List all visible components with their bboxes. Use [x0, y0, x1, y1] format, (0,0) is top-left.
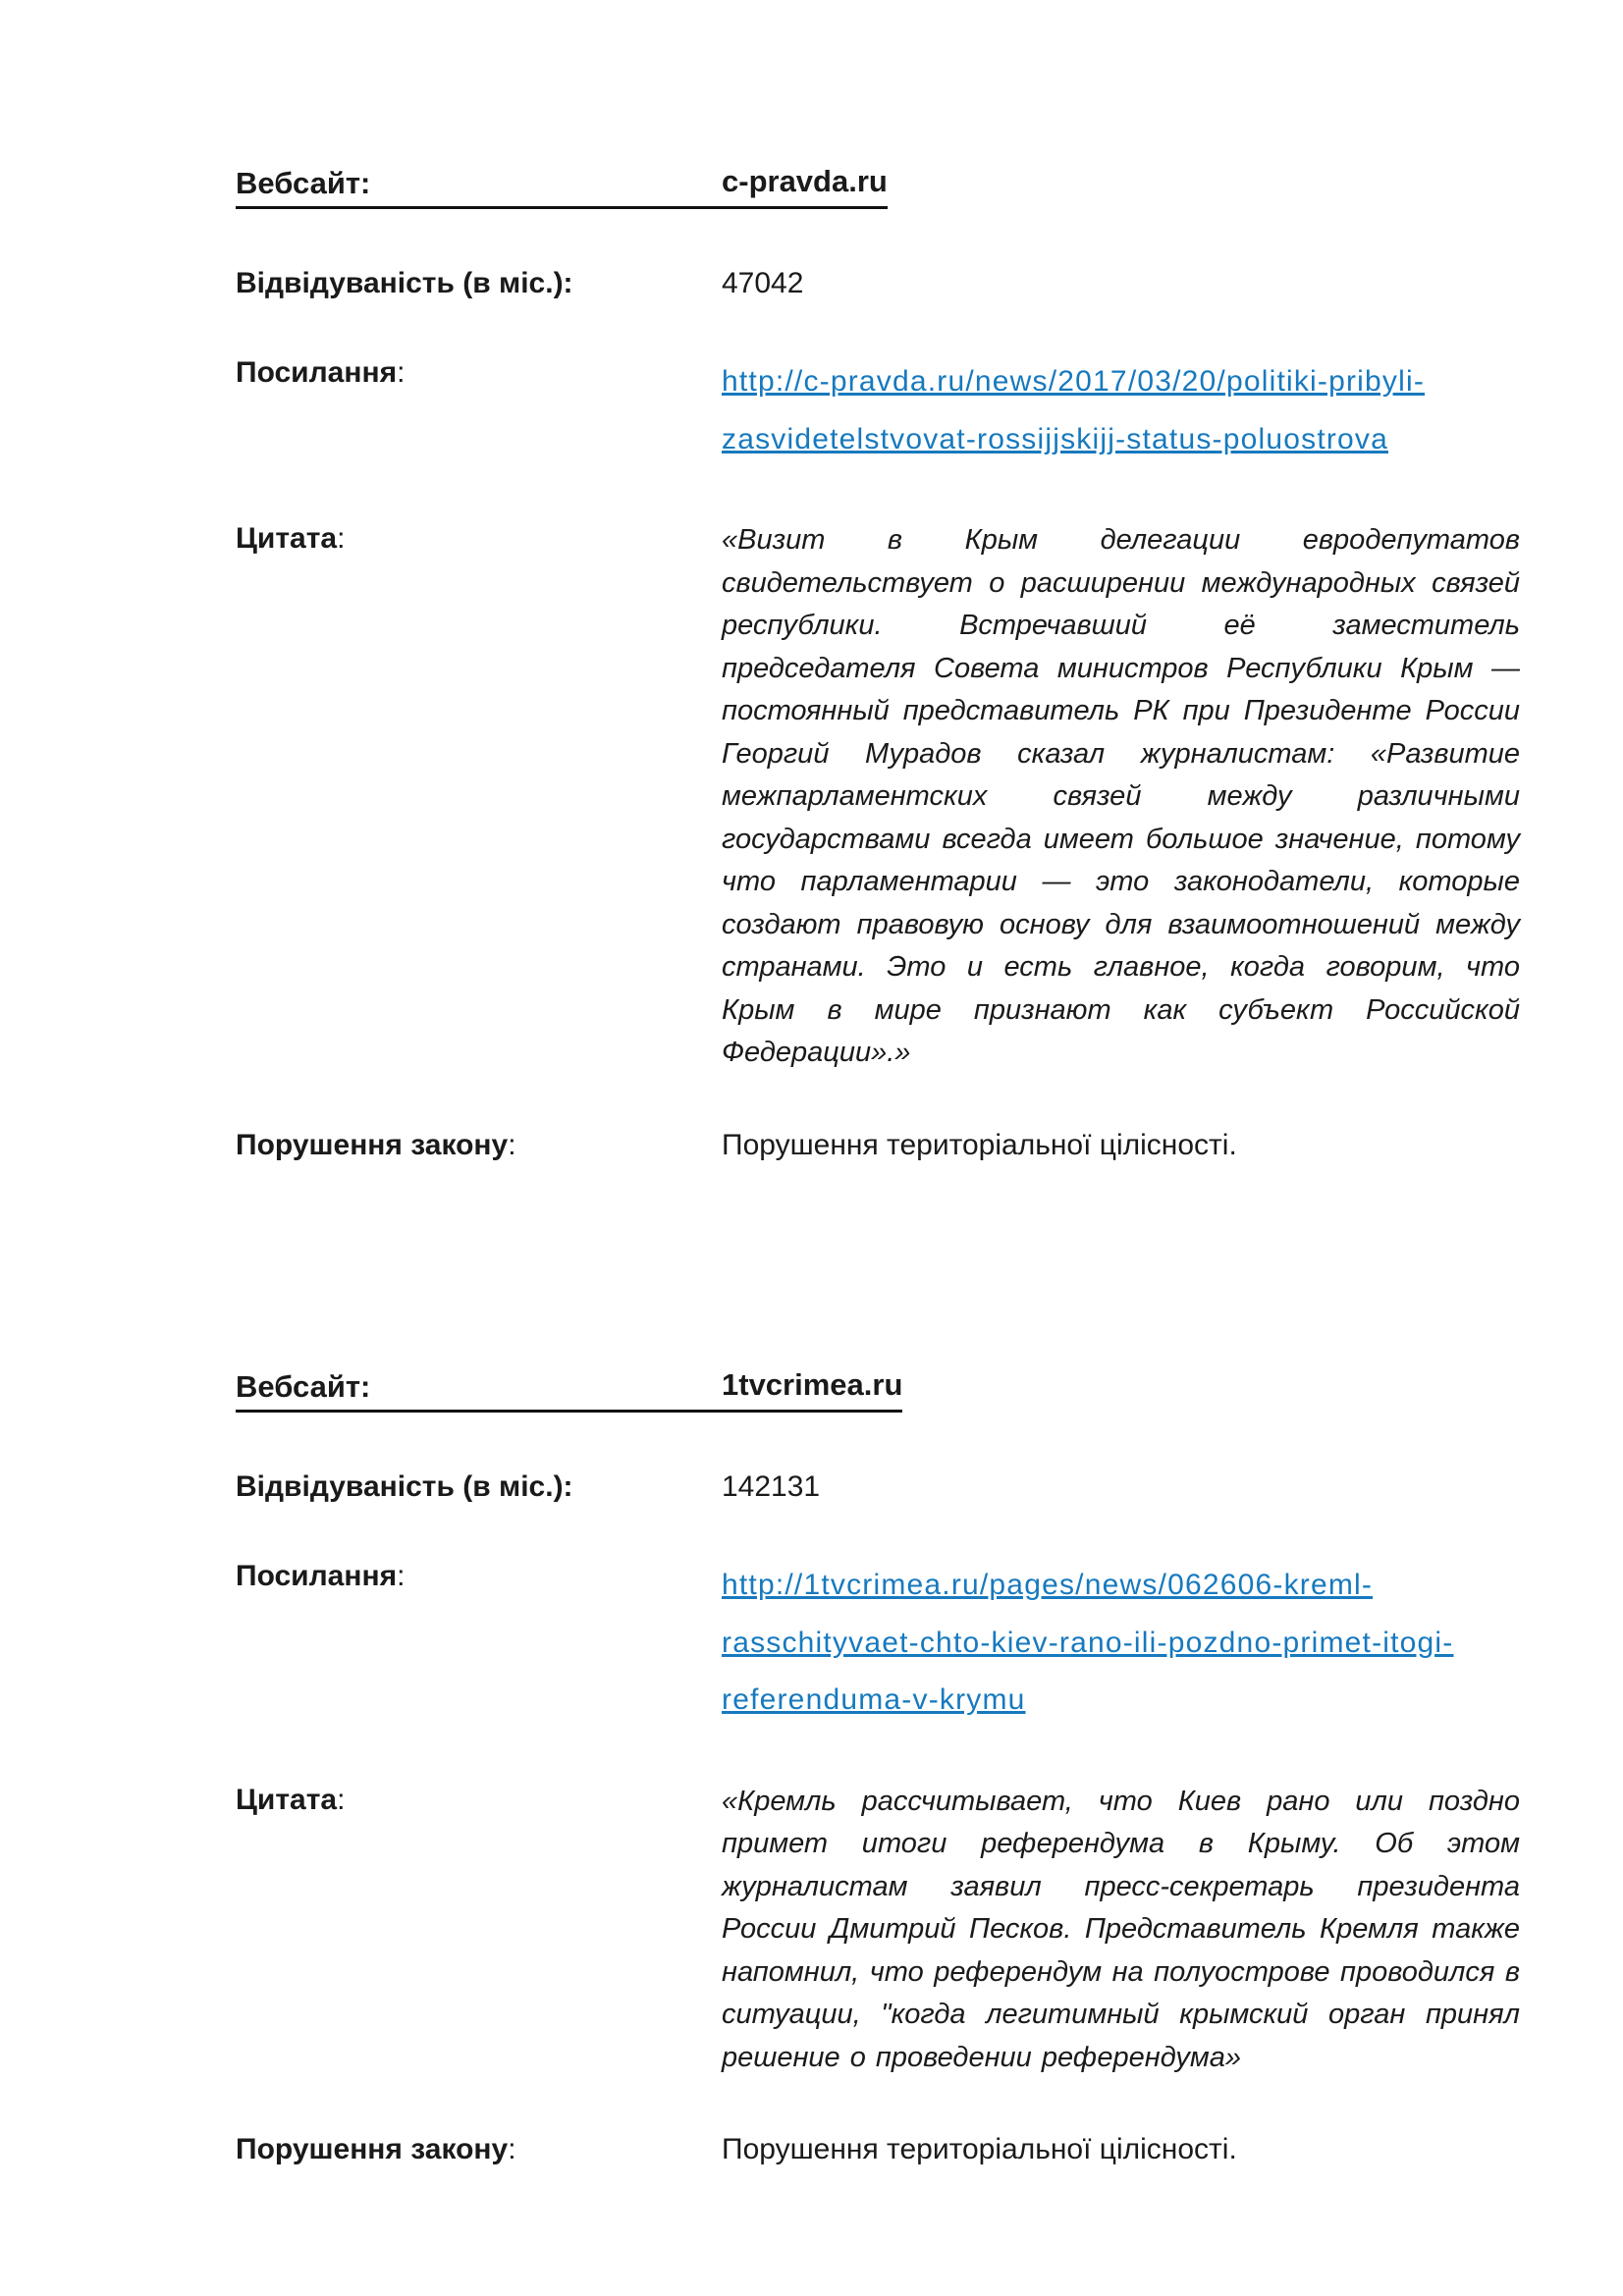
quote-label: Цитата [236, 522, 338, 556]
quote-label-colon: : [337, 522, 346, 556]
violation-label-colon: : [508, 1128, 516, 1161]
link-row [236, 353, 1520, 468]
visits-label: Відвідуваність (в міс.): [236, 1470, 573, 1504]
link-label: Посилання [236, 1560, 398, 1593]
quote-label-colon: : [337, 1783, 346, 1816]
website-name: 1tvcrimea.ru [722, 1365, 902, 1413]
visits-value: 47042 [722, 267, 804, 300]
website-row [236, 162, 1520, 209]
visits-value: 142131 [722, 1470, 821, 1504]
website-label: Вебсайт: [236, 166, 371, 201]
website-entry-1 [236, 162, 1520, 1164]
website-row [236, 1365, 1520, 1413]
link-row [236, 1557, 1520, 1730]
violation-value: Порушення територіальної цілісності. [722, 2133, 1237, 2166]
visits-row [236, 1468, 1520, 1506]
website-label-cell [236, 1369, 722, 1413]
quote-row [236, 519, 1520, 1075]
violation-row [236, 2130, 1520, 2168]
violation-row [236, 1126, 1520, 1164]
violation-label: Порушення закону [236, 2133, 509, 2166]
website-entry-2 [236, 1365, 1520, 2168]
quote-text: «Кремль рассчитывает, что Киев рано или поздно примет итоги референдума в Крыму. Об этом журналистам заявил пресс-секретарь президента России Дмитрий Песков. Представитель Кремля также напомнил, что референдум на полуострове проводился в ситуации, "когда легитимный крымский орган принял решение о проведении референдума» [722, 1785, 1520, 2073]
visits-row [236, 264, 1520, 302]
link-label-colon: : [397, 356, 406, 390]
violation-label-colon: : [508, 2133, 516, 2166]
website-label: Вебсайт: [236, 1369, 371, 1405]
link-url[interactable]: http://c-pravda.ru/news/2017/03/20/politiki-pribyli-zasvidetelstvovat-rossijjskijj-status-poluostrova [722, 365, 1426, 455]
violation-value: Порушення територіальної цілісності. [722, 1128, 1237, 1161]
link-label-colon: : [397, 1560, 406, 1593]
quote-label: Цитата [236, 1783, 338, 1816]
quote-text: «Визит в Крым делегации евродепутатов свидетельствует о расширении международных связей республики. Встречавший её заместитель председателя Совета министров Республики Крым — постоянный представитель РК при Президенте России Георгий Мурадов сказал журналистам: «Развитие межпарламентских связей между различными государствами всегда имеет большое значение, потому что парламентарии — это законодатели, которые создают правовую основу для взаимоотношений между странами. Это и есть главное, когда говорим, что Крым в мире признают как субъект Российской Федерации».» [722, 524, 1520, 1069]
link-url[interactable]: http://1tvcrimea.ru/pages/news/062606-kreml-rasschityvaet-chto-kiev-rano-ili-pozdno-primet-itogi-referenduma-v-krymu [722, 1569, 1454, 1717]
violation-label: Порушення закону [236, 1128, 509, 1161]
visits-label: Відвідуваність (в міс.): [236, 267, 573, 300]
link-label: Посилання [236, 356, 398, 390]
quote-row [236, 1781, 1520, 2080]
website-name: c-pravda.ru [722, 162, 888, 209]
website-label-cell [236, 166, 722, 209]
